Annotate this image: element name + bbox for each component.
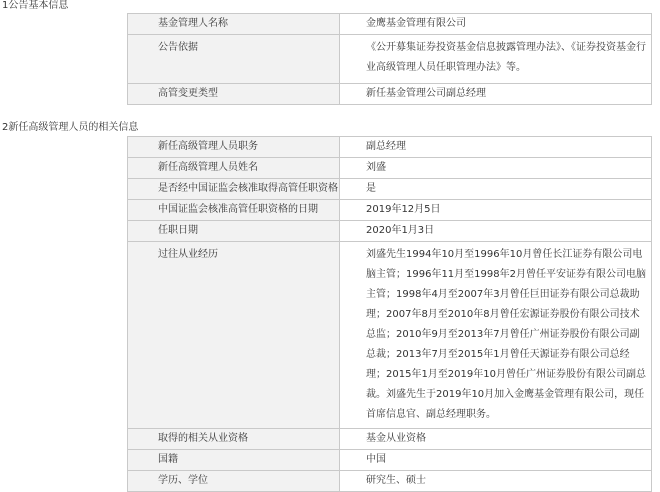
table-row [128, 84, 652, 105]
table-row [128, 242, 652, 429]
table-row [128, 14, 652, 35]
table-row [128, 221, 652, 242]
row-value: 《公开募集证券投资基金信息披露管理办法》、《证券投资基金行业高级管理人员任职管理办法》等。 [340, 35, 652, 84]
basic-info-table [127, 13, 652, 105]
row-value: 2019年12月5日 [340, 200, 652, 221]
row-value: 基金从业资格 [340, 429, 652, 450]
row-label: 基金管理人名称 [128, 14, 340, 35]
table-row [128, 471, 652, 492]
row-value: 副总经理 [340, 137, 652, 158]
new-executive-table [127, 136, 652, 492]
row-value: 新任基金管理公司副总经理 [340, 84, 652, 105]
row-label: 新任高级管理人员姓名 [128, 158, 340, 179]
table-row [128, 35, 652, 84]
row-label: 公告依据 [128, 35, 340, 84]
row-value: 研究生、硕士 [340, 471, 652, 492]
table-row [128, 450, 652, 471]
row-value: 刘盛 [340, 158, 652, 179]
row-label: 新任高级管理人员职务 [128, 137, 340, 158]
row-value: 是 [340, 179, 652, 200]
row-label: 学历、学位 [128, 471, 340, 492]
table-row [128, 200, 652, 221]
table-row [128, 179, 652, 200]
section-2-title: 2新任高级管理人员的相关信息 [2, 122, 139, 133]
row-value: 金鹰基金管理有限公司 [340, 14, 652, 35]
row-label: 取得的相关从业资格 [128, 429, 340, 450]
row-value: 2020年1月3日 [340, 221, 652, 242]
row-label: 国籍 [128, 450, 340, 471]
row-label: 是否经中国证监会核准取得高管任职资格 [128, 179, 340, 200]
table-row [128, 137, 652, 158]
table-row [128, 158, 652, 179]
section-1-title: 1公告基本信息 [2, 0, 69, 11]
row-label: 过往从业经历 [128, 242, 340, 429]
table-row [128, 429, 652, 450]
row-value: 中国 [340, 450, 652, 471]
row-label: 任职日期 [128, 221, 340, 242]
row-value: 刘盛先生1994年10月至1996年10月曾任长江证券有限公司电脑主管；1996年11月至1998年2月曾任平安证券有限公司电脑主管；1998年4月至2007年3月曾任巨田证券有限公司总裁助理；2007年8月至2010年8月曾任宏源证券股份有限公司技术总监；2010年9月至2013年7月曾任广州证券股份有限公司副总裁；2013年7月至2015年1月曾任天源证券有限公司总经理；2015年1月至2019年10月曾任广州证券股份有限公司副总裁。刘盛先生于2019年10月加入金鹰基金管理有限公司，现任首席信息官、副总经理职务。 [340, 242, 652, 429]
row-label: 中国证监会核准高管任职资格的日期 [128, 200, 340, 221]
row-label: 高管变更类型 [128, 84, 340, 105]
